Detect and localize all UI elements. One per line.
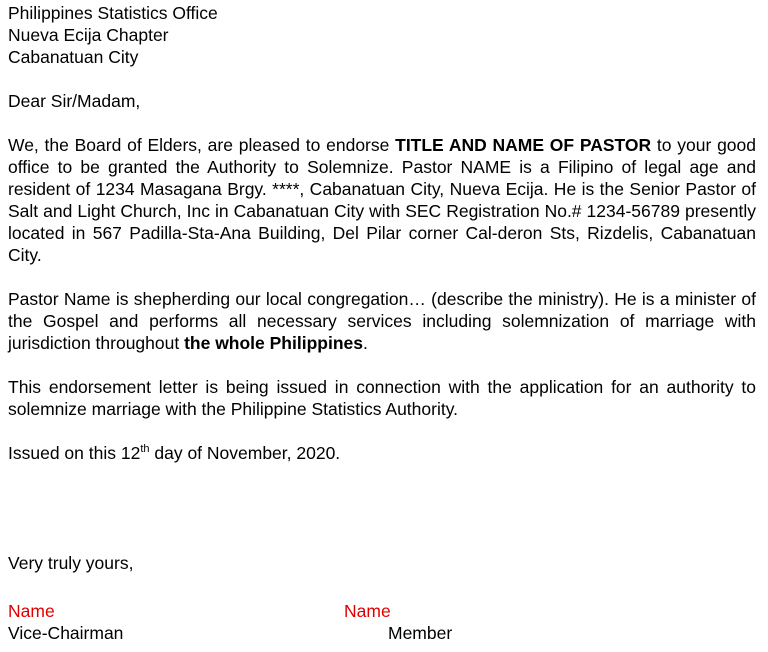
paragraph-text: to your good office to be granted the Authority to Solemnize. Pastor NAME is a Filipino of legal age and resident of 1234 Masagana Brgy. ****, Cabanatuan City, Nueva Ecija. He is the Senior Pastor of Salt and Light Church, Inc in Cabanatuan City with SEC Registration No.# 1234-56789 presently located in 567 Padilla-Sta-Ana Building, Del Pilar corner Cal-deron Sts, Rizdelis, Cabanatuan City. (8, 135, 756, 265)
ordinal-suffix: th (140, 443, 150, 455)
paragraph-text: . (362, 333, 368, 353)
jurisdiction-emphasis: the whole Philippines (184, 333, 363, 353)
signatory-member (344, 600, 452, 644)
signatory-name: Name (344, 601, 391, 621)
paragraph-ministry (8, 288, 756, 354)
recipient-chapter: Nueva Ecija Chapter (8, 25, 169, 45)
signatory-title: Vice-Chairman (8, 623, 124, 643)
signatory-name: Name (8, 601, 55, 621)
paragraph-purpose: This endorsement letter is being issued in connection with the application for an authority to solemnize marriage with the Philippine Statistics Authority. (8, 377, 756, 419)
issued-date (8, 442, 756, 464)
pastor-title-placeholder: TITLE AND NAME OF PASTOR (395, 135, 652, 155)
recipient-org: Philippines Statistics Office (8, 3, 218, 23)
letter (8, 2, 756, 464)
paragraph-text: Pastor Name is shepherding our local congregation… (describe the ministry). He is a minister of the Gospel and performs all necessary services including solemnization of marriage with jurisdiction throughout (8, 289, 756, 353)
signatory-title: Member (388, 623, 453, 643)
recipient-city: Cabanatuan City (8, 47, 139, 67)
issued-text: Issued on this 12 (8, 443, 141, 463)
paragraph-text: We, the Board of Elders, are pleased to endorse (8, 135, 396, 155)
closing: Very truly yours, (8, 552, 134, 573)
salutation: Dear Sir/Madam, (8, 91, 141, 111)
signatory-vice-chairman (8, 600, 123, 644)
issued-text: day of November, 2020. (149, 443, 341, 463)
paragraph-endorsement (8, 134, 756, 266)
